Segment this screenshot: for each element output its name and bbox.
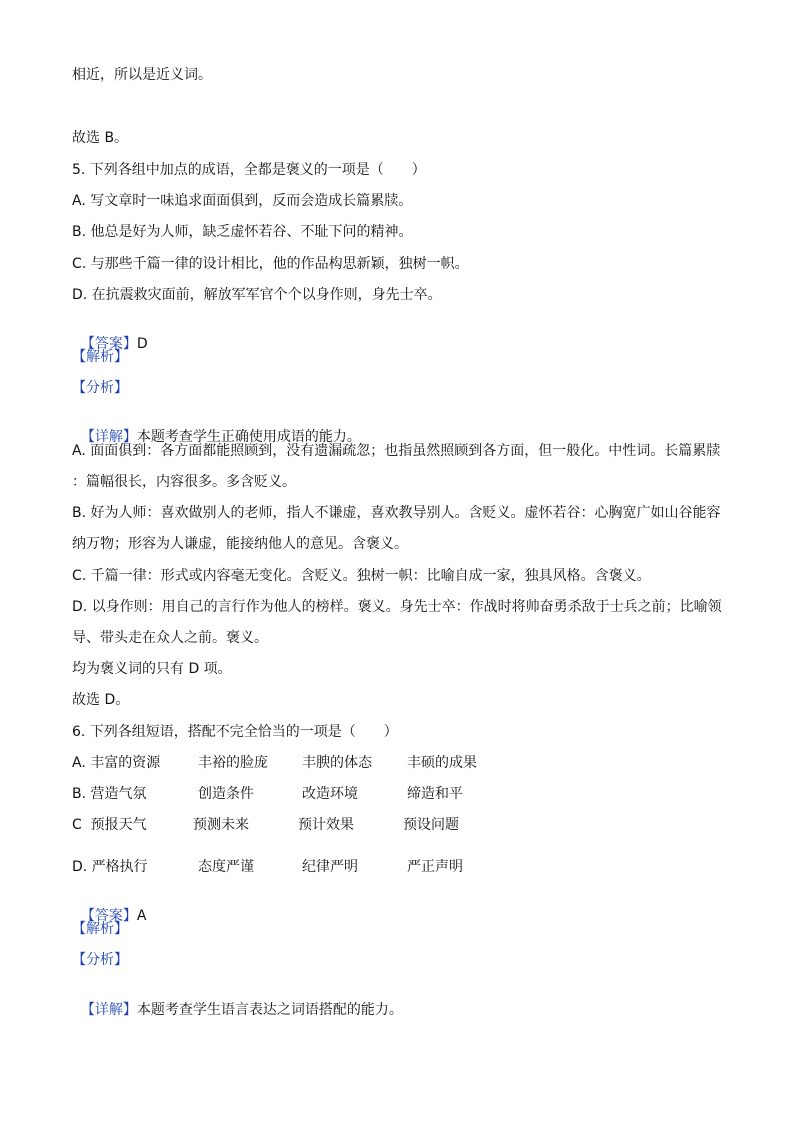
- option-cell: 态度严谨: [198, 859, 254, 875]
- answer-value: D: [136, 336, 148, 352]
- detail-text: 本题考查学生正确使用成语的能力。: [136, 429, 361, 445]
- detail-line: [72, 410, 361, 446]
- detail-line: [72, 983, 403, 1019]
- detail-label: 【详解】: [80, 1002, 137, 1018]
- question-5-option-b: B. 他总是好为人师，缺乏虚怀若谷、不耻下问的精神。: [72, 224, 413, 240]
- question-5-option-a: A. 写文章时一味追求面面俱到，反而会造成长篇累牍。: [72, 193, 413, 209]
- option-cell: 创造条件: [198, 786, 254, 802]
- option-cell: 改造环境: [302, 786, 358, 802]
- answer-label: 【答案】: [80, 908, 137, 924]
- fenxi-label: 【分析】: [72, 952, 128, 968]
- option-cell: 预计效果: [298, 817, 354, 833]
- explanation-b-line-1: B. 好为人师：喜欢做别人的老师，指人不谦虚，喜欢教导别人。含贬义。虚怀若谷：心胸宽广如山谷能容: [72, 505, 721, 521]
- option-cell: 预设问题: [403, 817, 459, 833]
- question-5-stem: 5. 下列各组中加点的成语，全都是褒义的一项是（ ）: [72, 162, 426, 178]
- text-line: 故选 B。: [72, 130, 129, 146]
- question-6-stem: 6. 下列各组短语，搭配不完全恰当的一项是（ ）: [72, 724, 398, 740]
- explanation-d-line-1: D. 以身作则：用自己的言行作为他人的榜样。褒义。身先士卒：作战时将帅奋勇杀敌于士兵之前；比喻领: [72, 599, 722, 615]
- explanation-b-line-2: 纳万物；形容为人谦虚，能接纳他人的意见。含褒义。: [72, 536, 408, 552]
- choose-line: 故选 D。: [72, 692, 130, 708]
- option-cell: B. 营造气氛: [72, 786, 147, 802]
- explanation-a-line-2: ：篇幅很长，内容很多。多含贬义。: [72, 474, 296, 490]
- summary-line: 均为褒义词的只有 D 项。: [72, 661, 232, 677]
- analysis-label: 【解析】: [72, 921, 128, 937]
- option-cell: 丰硕的成果: [407, 755, 477, 771]
- option-cell: 丰腴的体态: [302, 755, 372, 771]
- question-5-option-d: D. 在抗震救灾面前，解放军军官个个以身作则，身先士卒。: [72, 287, 442, 303]
- option-cell: 纪律严明: [302, 859, 358, 875]
- detail-label: 【详解】: [80, 429, 137, 445]
- explanation-a-line-1: A. 面面俱到：各方面都能照顾到，没有遗漏疏忽；也指虽然照顾到各方面，但一般化。中性词。长篇累牍: [72, 443, 721, 459]
- option-cell: 缔造和平: [407, 786, 463, 802]
- option-cell: D. 严格执行: [72, 859, 148, 875]
- option-cell: C 预报天气: [72, 817, 147, 833]
- explanation-c: C. 千篇一律：形式或内容毫无变化。含贬义。独树一帜：比喻自成一家，独具风格。含褒义。: [72, 568, 651, 584]
- text-line: 相近，所以是近义词。: [72, 67, 212, 83]
- option-cell: A. 丰富的资源: [72, 755, 161, 771]
- answer-label: 【答案】: [80, 336, 137, 352]
- explanation-d-line-2: 导、带头走在众人之前。褒义。: [72, 630, 268, 646]
- question-5-option-c: C. 与那些千篇一律的设计相比，他的作品构思新颖，独树一帜。: [72, 256, 469, 272]
- answer-value: A: [136, 908, 147, 924]
- detail-text: 本题考查学生语言表达之词语搭配的能力。: [136, 1002, 403, 1018]
- fenxi-label: 【分析】: [72, 380, 128, 396]
- option-cell: 预测未来: [193, 817, 249, 833]
- option-cell: 丰裕的脸庞: [198, 755, 268, 771]
- option-cell: 严正声明: [407, 859, 463, 875]
- analysis-label: 【解析】: [72, 349, 128, 365]
